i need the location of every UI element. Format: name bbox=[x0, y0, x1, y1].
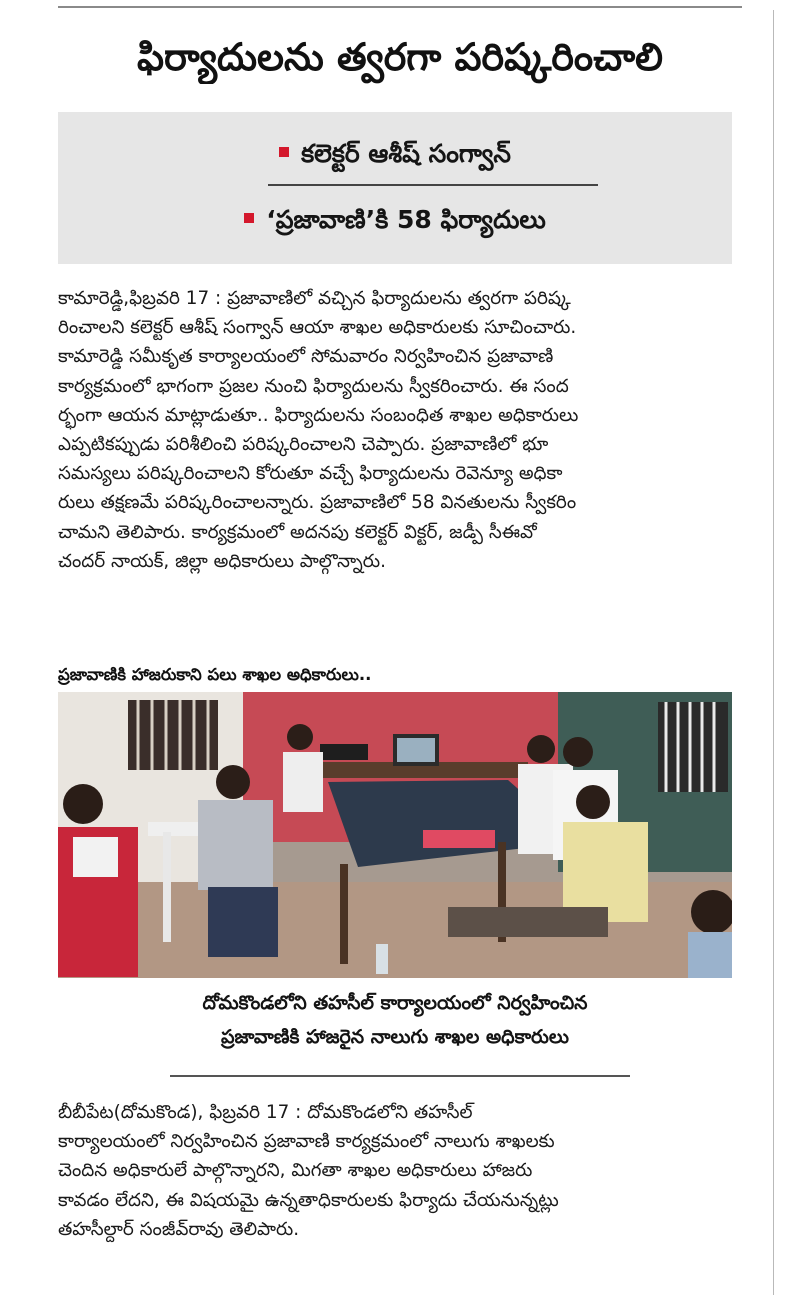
subhead-2-text: ‘ప్రజావాణి’కి 58 ఫిర్యాదులు bbox=[266, 205, 546, 234]
body-line: సమస్యలు పరిష్కరించాలని కోరుతూ వచ్చే ఫిర్యాదులను రెవెన్యూ అధికా bbox=[58, 463, 563, 485]
caption-line: దోమకొండలోని తహసీల్ కార్యాలయంలో నిర్వహించిన bbox=[202, 992, 588, 1014]
column-divider bbox=[773, 10, 774, 1295]
body-line: కామారెడ్డి సమీకృత కార్యాలయంలో సోమవారం నిర్వహించిన ప్రజావాణి bbox=[58, 346, 554, 368]
body-line: ఎప్పటికప్పుడు పరిశీలించి పరిష్కరించాలని చెప్పారు. ప్రజావాణిలో భూ bbox=[58, 434, 549, 456]
caption-underline bbox=[170, 1075, 630, 1077]
body-line: తహసీల్దార్ సంజీవ్‌రావు తెలిపారు. bbox=[58, 1218, 300, 1240]
body-line: కార్యక్రమంలో భాగంగా ప్రజల నుంచి ఫిర్యాదులను స్వీకరించారు. ఈ సంద bbox=[58, 375, 569, 397]
body-line: కామారెడ్డి,ఫిబ్రవరి 17 : ప్రజావాణిలో వచ్చిన ఫిర్యాదులను త్వరగా పరిష్క bbox=[58, 288, 571, 309]
body-line: రులు తక్షణమే పరిష్కరించాలన్నారు. ప్రజావాణిలో 58 వినతులను స్వీకరిం bbox=[58, 492, 577, 514]
subhead-1-text: కలెక్టర్ ఆశీష్ సంగ్వాన్ bbox=[301, 139, 511, 168]
caption-line: ప్రజావాణికి హాజరైన నాలుగు శాఖల అధికారులు bbox=[221, 1026, 569, 1048]
headline: ఫిర్యాదులను త్వరగా పరిష్కరించాలి bbox=[137, 35, 663, 79]
subhead-1 bbox=[58, 134, 732, 174]
subhead-underline bbox=[268, 184, 598, 186]
body-line: బీబీపేట(దోమకొండ), ఫిబ్రవరి 17 : దోమకొండలోని తహసీల్ bbox=[58, 1102, 473, 1123]
news-photo bbox=[58, 692, 732, 978]
section-heading: ప్రజావాణికి హాజరుకాని పలు శాఖల అధికారులు.. bbox=[58, 665, 372, 684]
body-line: కావడం లేదని, ఈ విషయమై ఉన్నతాధికారులకు ఫిర్యాదు చేయనున్నట్లు bbox=[58, 1189, 559, 1211]
body-line: ర్భంగా ఆయన మాట్లాడుతూ.. ఫిర్యాదులను సంబంధిత శాఖల అధికారులు bbox=[58, 404, 579, 426]
bullet-icon bbox=[279, 147, 289, 157]
body-line: కార్యాలయంలో నిర్వహించిన ప్రజావాణి కార్యక్రమంలో నాలుగు శాఖలకు bbox=[58, 1131, 555, 1153]
photo-illustration bbox=[58, 692, 732, 978]
body-line: చందర్ నాయక్, జిల్లా అధికారులు పాల్గొన్నారు. bbox=[58, 550, 386, 572]
bullet-icon bbox=[244, 213, 254, 223]
photo-caption bbox=[58, 986, 732, 1054]
subhead-box bbox=[58, 112, 732, 264]
body-line: చామని తెలిపారు. కార్యక్రమంలో అదనపు కలెక్టర్ విక్టర్, జడ్పీ సీఈవో bbox=[58, 521, 537, 543]
article-body-1 bbox=[58, 284, 742, 576]
top-rule bbox=[58, 6, 742, 8]
article-body-2 bbox=[58, 1098, 742, 1244]
body-line: చెందిన అధికారులే పాల్గొన్నారని, మిగతా శాఖల అధికారులు హాజరు bbox=[58, 1160, 533, 1182]
subhead-2 bbox=[58, 200, 732, 240]
body-line: రించాలని కలెక్టర్ ఆశీష్ సంగ్వాన్ ఆయా శాఖల అధికారులకు సూచించారు. bbox=[58, 317, 577, 339]
